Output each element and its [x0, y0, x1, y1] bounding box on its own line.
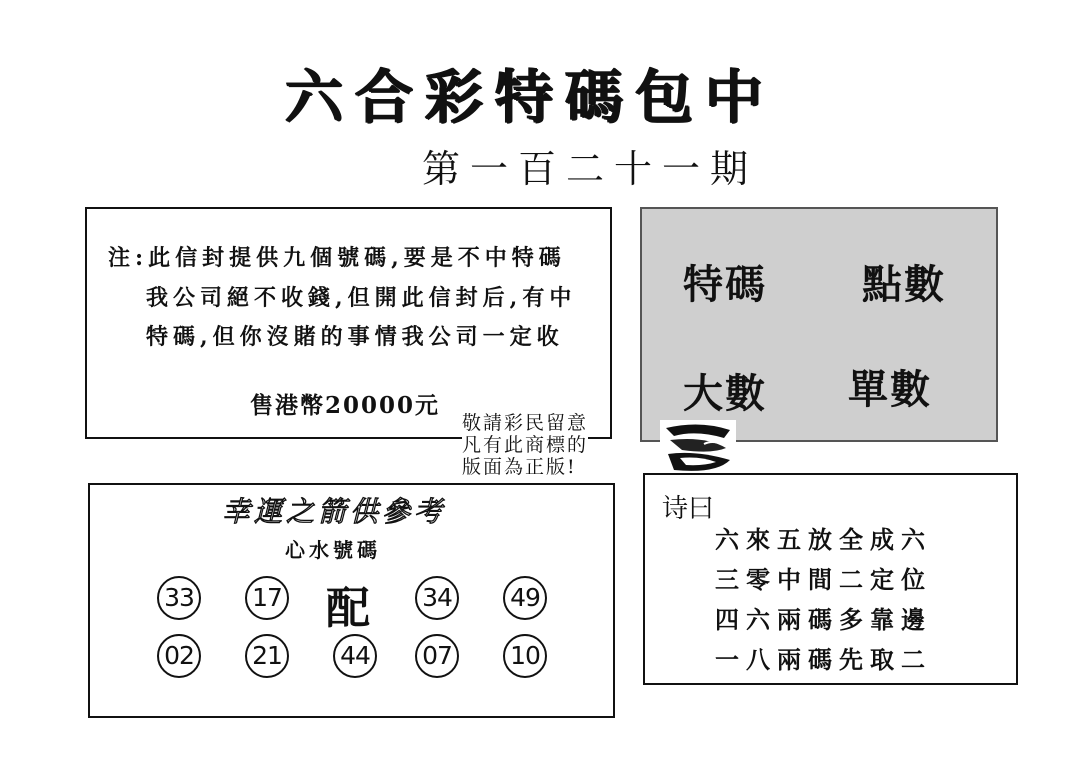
- number-ball: 21: [245, 634, 289, 678]
- authenticity-note: [462, 412, 588, 478]
- lucky-subtitle: 心水號碼: [285, 538, 381, 562]
- lucky-title: 幸運之箭供參考: [222, 495, 447, 528]
- number-ball: 17: [245, 576, 289, 620]
- poem-line-2: 三零中間二定位: [715, 565, 932, 594]
- notice-line-3: 特碼,但你沒賭的事情我公司一定收: [146, 324, 564, 350]
- page-title: 六合彩特碼包中: [284, 63, 775, 131]
- tip-points: 點數: [862, 262, 946, 308]
- poem-line-1: 六來五放全成六: [715, 525, 932, 554]
- number-ball: 10: [503, 634, 547, 678]
- authenticity-line-1: 敬請彩民留意: [462, 412, 589, 434]
- number-ball: 07: [415, 634, 459, 678]
- notice-line-1: 注:此信封提供九個號碼,要是不中特碼: [108, 245, 566, 271]
- tip-special-number: 特碼: [683, 262, 767, 308]
- poem-line-3: 四六兩碼多靠邊: [715, 605, 932, 634]
- price-text: 售港幣20000元: [250, 392, 441, 419]
- pair-character: 配: [326, 583, 370, 634]
- tip-big-number: 大數: [683, 371, 767, 417]
- notice-line-2: 我公司絕不收錢,但開此信封后,有中: [146, 285, 577, 311]
- poem-line-4: 一八兩碼先取二: [715, 645, 932, 674]
- authenticity-line-3: 版面為正版!: [462, 456, 577, 478]
- tip-odd-number: 單數: [848, 367, 932, 413]
- authenticity-line-2: 凡有此商標的: [462, 434, 589, 456]
- number-ball: 34: [415, 576, 459, 620]
- issue-number: 第一百二十一期: [421, 147, 758, 191]
- number-ball: 33: [157, 576, 201, 620]
- trademark-logo-icon: [660, 420, 736, 480]
- number-ball: 44: [333, 634, 377, 678]
- number-ball: 02: [157, 634, 201, 678]
- poem-title: 诗曰: [662, 494, 715, 524]
- number-ball: 49: [503, 576, 547, 620]
